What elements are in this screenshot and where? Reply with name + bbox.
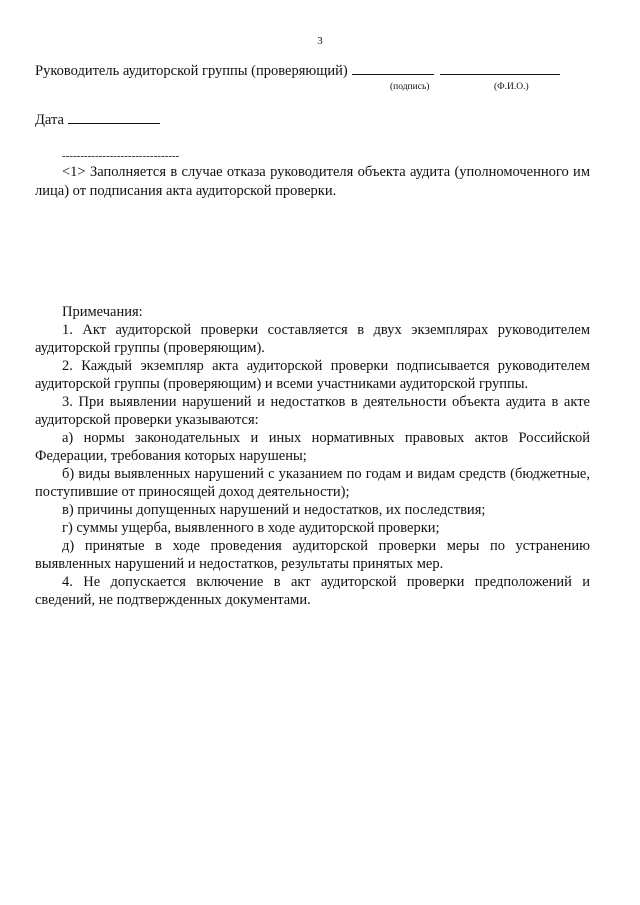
- note-item: г) суммы ущерба, выявленного в ходе аудиторской проверки;: [62, 520, 440, 536]
- note-item: 4. Не допускается включение в акт аудиторской проверки предположений и сведений, не подтвержденных документами.: [35, 574, 590, 608]
- note-item: а) нормы законодательных и иных нормативных правовых актов Российской Федерации, требования которых нарушены;: [35, 430, 590, 464]
- signature-label: Руководитель аудиторской группы (проверяющий): [35, 63, 348, 79]
- date-blank: [68, 111, 160, 124]
- page-number: 3: [317, 35, 323, 47]
- signature-blank: [352, 62, 434, 75]
- name-caption: (Ф.И.О.): [494, 82, 529, 92]
- footnote-rule: --------------------------------: [62, 150, 180, 162]
- note-item: 1. Акт аудиторской проверки составляется в двух экземплярах руководителем аудиторской группы (проверяющим).: [35, 322, 590, 356]
- note-item: 2. Каждый экземпляр акта аудиторской проверки подписывается руководителем аудиторской группы (проверяющим) и всеми участниками аудиторской группы.: [35, 358, 590, 392]
- note-item: д) принятые в ходе проведения аудиторской проверки меры по устранению выявленных нарушений и недостатков, результаты принятых мер.: [35, 538, 590, 572]
- note-item: 3. При выявлении нарушений и недостатков в деятельности объекта аудита в акте аудиторской проверки указываются:: [35, 394, 590, 428]
- note-item: б) виды выявленных нарушений с указанием по годам и видам средств (бюджетные, поступившие от приносящей доход деятельности);: [35, 466, 590, 500]
- footnote-text: <1> Заполняется в случае отказа руководителя объекта аудита (уполномоченного им лица) от подписания акта аудиторской проверки.: [35, 164, 590, 199]
- signature-caption: (подпись): [390, 82, 430, 92]
- notes-section: [35, 303, 590, 609]
- date-label: Дата: [35, 112, 64, 128]
- signature-line: [35, 62, 560, 80]
- date-line: [35, 111, 160, 129]
- name-blank: [440, 62, 560, 75]
- notes-title: Примечания:: [62, 304, 143, 320]
- note-item: в) причины допущенных нарушений и недостатков, их последствия;: [62, 502, 486, 518]
